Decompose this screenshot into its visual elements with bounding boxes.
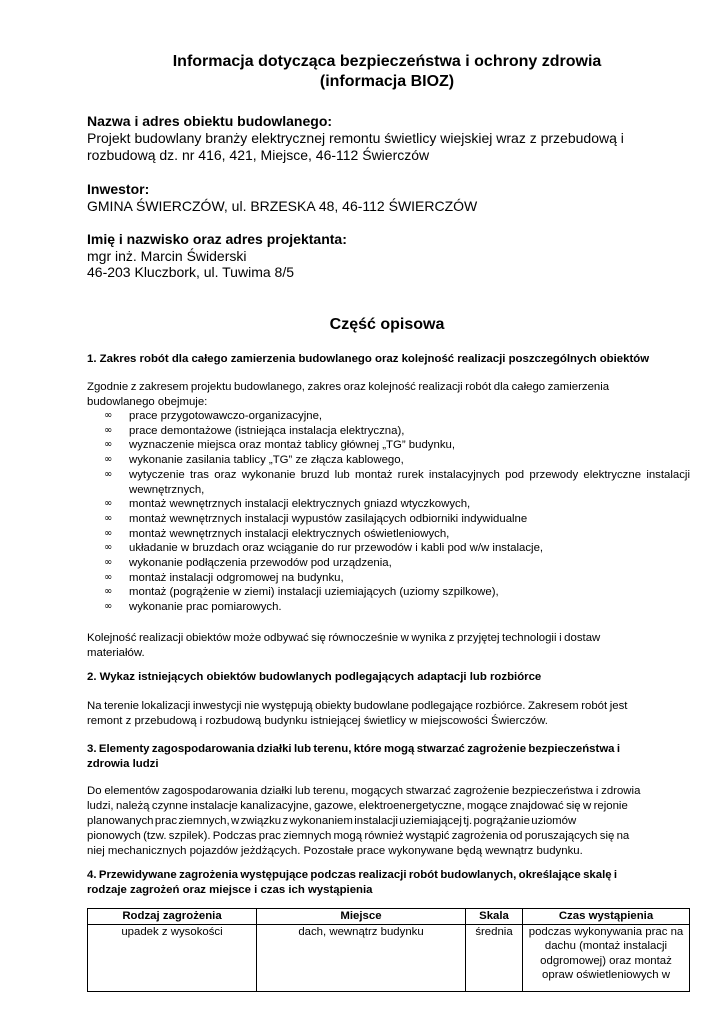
list-item: ∞ układanie w bruzdach oraz wciąganie do rur przewodów i kabli pod w/w instalacje, [104, 542, 544, 555]
s4-heading-line-1: 4. Przewidywane zagrożenia występujące podczas realizacji robót budowlanych, określające skalę i [87, 869, 618, 881]
infinity-bullet-icon: ∞ [104, 571, 113, 583]
s3-text-line-3: planowanych prac ziemnych, w związku z wykonaniem instalacji uziemiającej tj. pogrążanie uziomów [87, 815, 577, 827]
list-item: ∞ montaż (pogrążenie w ziemi) instalacji uziemiających (uziomy szpilkowe), [104, 586, 499, 599]
list-item: ∞ wytyczenie tras oraz wykonanie bruzd lub montaż rurek instalacyjnych pod przewody elektryczne instalacji wewnętrznych, [104, 468, 690, 496]
list-item: ∞ wykonanie zasilania tablicy „TG” ze złącza kablowego, [104, 454, 404, 467]
infinity-bullet-icon: ∞ [104, 410, 113, 421]
s1-intro-line-1: Zgodnie z zakresem projektu budowlanego, zakres oraz kolejność realizacji robót dla całego zamierzenia [87, 381, 610, 393]
designer-name: mgr inż. Marcin Świderski [87, 248, 247, 264]
list-item: ∞ wykonanie prac pomiarowych. [104, 601, 282, 614]
s1-outro-line-2: materiałów. [87, 647, 145, 659]
s3-text-line-5: niej mechanicznych pojazdów jeżdżących. Pozostałe prace wykonywane będą wewnątrz budynku. [87, 845, 583, 857]
list-item: ∞ montaż wewnętrznych instalacji elektrycznych gniazd wtyczkowych, [104, 498, 471, 511]
infinity-bullet-icon: ∞ [104, 527, 113, 539]
list-item: ∞ montaż wewnętrznych instalacji wypustów zasilających odbiorniki indywidualne [104, 512, 528, 525]
infinity-bullet-icon: ∞ [104, 601, 113, 613]
s3-text-line-4: pionowych (tzw. szpilek). Podczas prac ziemnych mogą również wystąpić zagrożenia od poruszających się na [87, 830, 630, 842]
s3-text-line-1: Do elementów zagospodarowania działki lub terenu, mogących stwarzać zagrożenie bezpieczeństwa i zdrowia [87, 785, 641, 797]
list-item: ∞ prace demontażowe (istniejąca instalacja elektryczna), [104, 424, 405, 437]
cell-time: podczas wykonywania prac na dachu (montaż instalacji odgromowej) oraz montaż opraw oświetleniowych w [523, 924, 690, 991]
s2-text-line-2: remont z przebudową i rozbudową budynku istniejącej świetlicy w miejscowości Świerczów. [87, 715, 548, 727]
table-row [88, 924, 690, 991]
designer-address: 46-203 Kluczbork, ul. Tuwima 8/5 [87, 264, 294, 280]
s3-text-line-2: ludzi, należą czynne instalacje kanalizacyjne, gazowe, elektroenergetyczne, mogące znajdować się w rejonie [87, 800, 628, 812]
col-header-place: Miejsce [257, 909, 466, 925]
infinity-bullet-icon: ∞ [104, 424, 113, 436]
infinity-bullet-icon: ∞ [104, 468, 113, 480]
investor-value: GMINA ŚWIERCZÓW, ul. BRZESKA 48, 46-112 ŚWIERCZÓW [87, 198, 478, 214]
col-header-scale: Skala [466, 909, 523, 925]
section-title: Część opisowa [329, 316, 445, 333]
infinity-bullet-icon: ∞ [104, 439, 113, 451]
table-header-row [88, 909, 690, 925]
s4-heading-line-2: rodzaje zagrożeń oraz miejsce i czas ich wystąpienia [87, 884, 373, 896]
col-header-type: Rodzaj zagrożenia [88, 909, 257, 925]
s1-intro-line-2: budowlanego obejmuje: [87, 396, 208, 408]
cell-scale: średnia [466, 924, 523, 991]
document-subtitle: (informacja BIOZ) [319, 73, 455, 90]
list-item: ∞ prace przygotowawczo-organizacyjne, [104, 410, 323, 422]
list-item: ∞ wyznaczenie miejsca oraz montaż tablicy głównej „TG” budynku, [104, 439, 456, 452]
object-line-2: rozbudową dz. nr 416, 421, Miejsce, 46-112 Świerczów [87, 147, 430, 163]
s3-heading-line-1: 3. Elementy zagospodarowania działki lub terenu, które mogą stwarzać zagrożenie bezpieczeństwa i [87, 743, 621, 755]
object-line-1: Projekt budowlany branży elektrycznej remontu świetlicy wiejskiej wraz z przebudową i [87, 130, 624, 146]
infinity-bullet-icon: ∞ [104, 454, 113, 466]
infinity-bullet-icon: ∞ [104, 512, 113, 524]
cell-type: upadek z wysokości [88, 924, 257, 991]
s2-heading: 2. Wykaz istniejących obiektów budowlanych podlegających adaptacji lub rozbiórce [87, 671, 542, 683]
investor-label: Inwestor: [87, 181, 150, 197]
infinity-bullet-icon: ∞ [104, 557, 113, 569]
infinity-bullet-icon: ∞ [104, 586, 113, 598]
s1-scope-list [104, 409, 690, 615]
s3-heading-line-2: zdrowia ludzi [87, 758, 159, 770]
s1-outro-line-1: Kolejność realizacji obiektów może odbywać się równocześnie w wynika z przyjętej technologii i dostaw [87, 632, 601, 644]
designer-label: Imię i nazwisko oraz adres projektanta: [87, 231, 347, 247]
infinity-bullet-icon: ∞ [104, 542, 113, 554]
cell-place: dach, wewnątrz budynku [257, 924, 466, 991]
infinity-bullet-icon: ∞ [104, 498, 113, 510]
list-item: ∞ montaż instalacji odgromowej na budynku, [104, 571, 344, 584]
list-item: ∞ montaż wewnętrznych instalacji elektrycznych oświetleniowych, [104, 527, 450, 540]
object-label: Nazwa i adres obiektu budowlanego: [87, 113, 333, 129]
document-title: Informacja dotycząca bezpieczeństwa i ochrony zdrowia [172, 53, 602, 70]
s2-text-line-1: Na terenie lokalizacji inwestycji nie występują obiekty budowlane podlegające rozbiórce. Zakresem robót jest [87, 700, 628, 712]
s1-heading: 1. Zakres robót dla całego zamierzenia budowlanego oraz kolejność realizacji poszczególnych obiektów [87, 353, 650, 365]
col-header-time: Czas wystąpienia [523, 909, 690, 925]
hazards-table [87, 908, 690, 992]
list-item: ∞ wykonanie podłączenia przewodów pod urządzenia, [104, 557, 392, 570]
